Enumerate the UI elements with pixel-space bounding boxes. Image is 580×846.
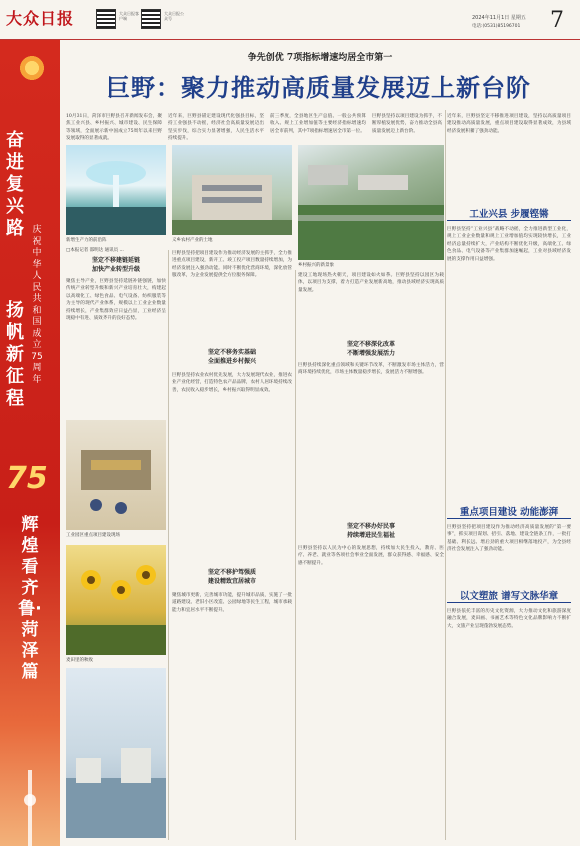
photo-caption: 工业园区重点项目建设现场 xyxy=(66,533,120,538)
photo-caption: 麦田里的秋收 xyxy=(66,658,93,663)
section-heading: 坚定不移务实基础 全面推进乡村振兴 xyxy=(207,349,256,365)
body-text: 近年来，巨野县坚定不移推进项目建设，坚持以高质量项目建设推动高质量发展，重点项目建设取得显著成效，为县域经济发展积蓄了强劲动能。 xyxy=(447,114,571,134)
body-text: 巨野县持续深化重点领域和关键环节改革，不断激发市场主体活力，营商环境持续优化，市场主体数量稳步增长，发展活力不断增强。 xyxy=(298,363,444,376)
section-heading: 坚定不移建链延链 加快产业转型升级 xyxy=(91,257,140,273)
section-heading: 坚定不移深化改革 不断增强发展活力 xyxy=(346,341,395,357)
side-banner xyxy=(0,40,60,846)
body-text: 巨野县坚持把项目建设作为推动经济发展的主抓手，全力推进重点项目建设，新开工、竣工投产项目数量持续增加，为经济发展注入强劲动能。同时不断优化营商环境，深化放管服改革，为企业发展提供全方位服务保障。 xyxy=(172,251,292,279)
qr-caption: 大众日报客户端 xyxy=(119,11,139,21)
photo-caption: 乡村振兴的新景象 xyxy=(298,263,334,268)
sun-icon xyxy=(18,54,46,82)
qr-caption: 大众日报公众号 xyxy=(164,11,184,21)
section-heading: 坚定不移护驾强质 建设精致宜居城市 xyxy=(207,569,256,585)
issue-phone: 电话:(0531)85196701 xyxy=(472,24,521,29)
masthead: 大众日报 xyxy=(6,9,75,28)
photo-sunflowers xyxy=(66,545,166,655)
body-text: 巨野县坚持农业农村优先发展，大力发展现代农业，推进农业产业化经营，打造特色农产品品牌，农村人居环境持续改善，农民收入稳步增长，乡村振兴取得明显成效。 xyxy=(172,373,292,393)
tower-icon xyxy=(10,760,50,846)
body-text: 建设工地现场热火朝天，项目建设如火如荼。巨野县坚持以园区为载体，以项目为支撑，着力打造产业发展新高地，推动县域经济实现高质量发展。 xyxy=(298,273,444,293)
column-rule xyxy=(168,250,169,840)
column-rule xyxy=(445,110,446,840)
body-text: 巨野县坚持“工业兴县”战略不动摇，全力推进新型工业化，规上工业企业数量和规上工业增加值均实现较快增长，工业经济总量持续扩大，产业结构不断优化升级，高端化工、绿色食品、电气设备等产业集群加速崛起，工业对县域经济发展的支撑作用日益增强。 xyxy=(447,227,571,262)
photo-caption: 新增生产力的前沿阵 xyxy=(66,238,107,243)
banner-slogan: 奋进复兴路 xyxy=(6,130,24,239)
issue-date: 2024年11月1日 星期五 xyxy=(472,15,526,21)
body-text: 聚焦城市更新，完善城市功能，提升城市品质，实施了一批道路建设、老旧小区改造、公园绿地等民生工程，城市承载能力和宜居水平不断提升。 xyxy=(172,593,292,613)
banner-number: 75 xyxy=(6,461,48,496)
section-heading: 工业兴县 步履铿锵 xyxy=(469,209,549,220)
photo-industrial-tree xyxy=(66,145,166,235)
banner-subtitle: 庆祝中华人民共和国成立75周年 xyxy=(31,225,43,385)
divider xyxy=(447,220,571,221)
body-text: 巨野县依托丰富的历史文化资源，大力推动文化和旅游深度融合发展，麦田画、书画艺术等特色文化品牌影响力不断扩大，文旅产业呈现蓬勃发展态势。 xyxy=(447,609,571,629)
body-text: 巨野县坚持把项目建设作为推动经济高质量发展的“第一要事”，抓实项目谋划、招引、落地、建设全链条工作，一批打基础、利长远、增后劲的重大项目相继落地投产，为全县经济社会发展注入了强劲动能。 xyxy=(447,525,571,553)
body-text: 聚焦主导产业，巨野县坚持延链补链强链，加快传统产业转型升级和新兴产业培育壮大，构建起以高端化工、绿色食品、电气设备、纺织服装等为主导的现代产业体系，规模以上工业企业数量持续增长，产业集群效应日益凸显，工业经济呈现稳中有进、质效齐升的良好态势。 xyxy=(66,279,166,322)
banner-slogan: 辉煌看齐鲁·菏泽篇 xyxy=(18,515,42,682)
lead-paragraph: 巨野县坚持以项目建设为抓手，不断厚植发展优势，奋力推动全县高质量发展迈上新台阶。 xyxy=(372,114,442,134)
page-number: 7 xyxy=(550,8,564,33)
column-rule xyxy=(295,270,296,840)
qr-code-icon xyxy=(141,9,161,29)
photo-park xyxy=(66,668,166,838)
photo-factory xyxy=(66,420,166,530)
divider xyxy=(447,518,571,519)
page-header xyxy=(0,0,580,40)
divider xyxy=(447,602,571,603)
body-text: 巨野县坚持以人民为中心的发展思想，持续加大民生投入，教育、医疗、养老、就业等各项社会事业全面发展，群众获得感、幸福感、安全感不断提升。 xyxy=(298,546,444,566)
section-heading: 重点项目建设 动能澎湃 xyxy=(459,507,559,518)
photo-aerial-village xyxy=(298,145,444,260)
photo-caption: 义乡农村产业的土地 xyxy=(172,238,213,243)
lead-paragraph: 10月31日，菏泽市巨野县召开新闻发布会，聚焦工业兴县、乡村振兴、城市建设、民生保障等领域，全面展示新中国成立75周年以来巨野发展取得的显著成就。 xyxy=(66,114,162,142)
section-heading: 以文塑旅 谱写文脉华章 xyxy=(459,591,559,602)
qr-code-icon xyxy=(96,9,116,29)
banner-slogan: 扬帆新征程 xyxy=(6,300,24,409)
lead-paragraph: 近年来，巨野县锚定建设现代化强县目标，坚持工业强县不动摇，经济社会高质量发展迈出坚实步伐，综合实力显著增强，人民生活水平持续提升。 xyxy=(168,114,264,142)
section-heading: 坚定不移办好民事 持续增进民生福祉 xyxy=(346,523,395,539)
lead-paragraph: 前三季度，全县地区生产总值、一般公共预算收入、规上工业增加值等主要经济指标增速均居全市前列，其中7项指标增速居全市第一位。 xyxy=(270,114,366,134)
photo-building xyxy=(172,145,292,235)
article-kicker: 争先创优 7项指标增速均居全市第一 xyxy=(247,53,393,63)
article-title: 巨野：聚力推动高质量发展迈上新台阶 xyxy=(106,74,531,102)
byline: □本报记者 邵明达 通讯员 ... xyxy=(66,248,124,253)
